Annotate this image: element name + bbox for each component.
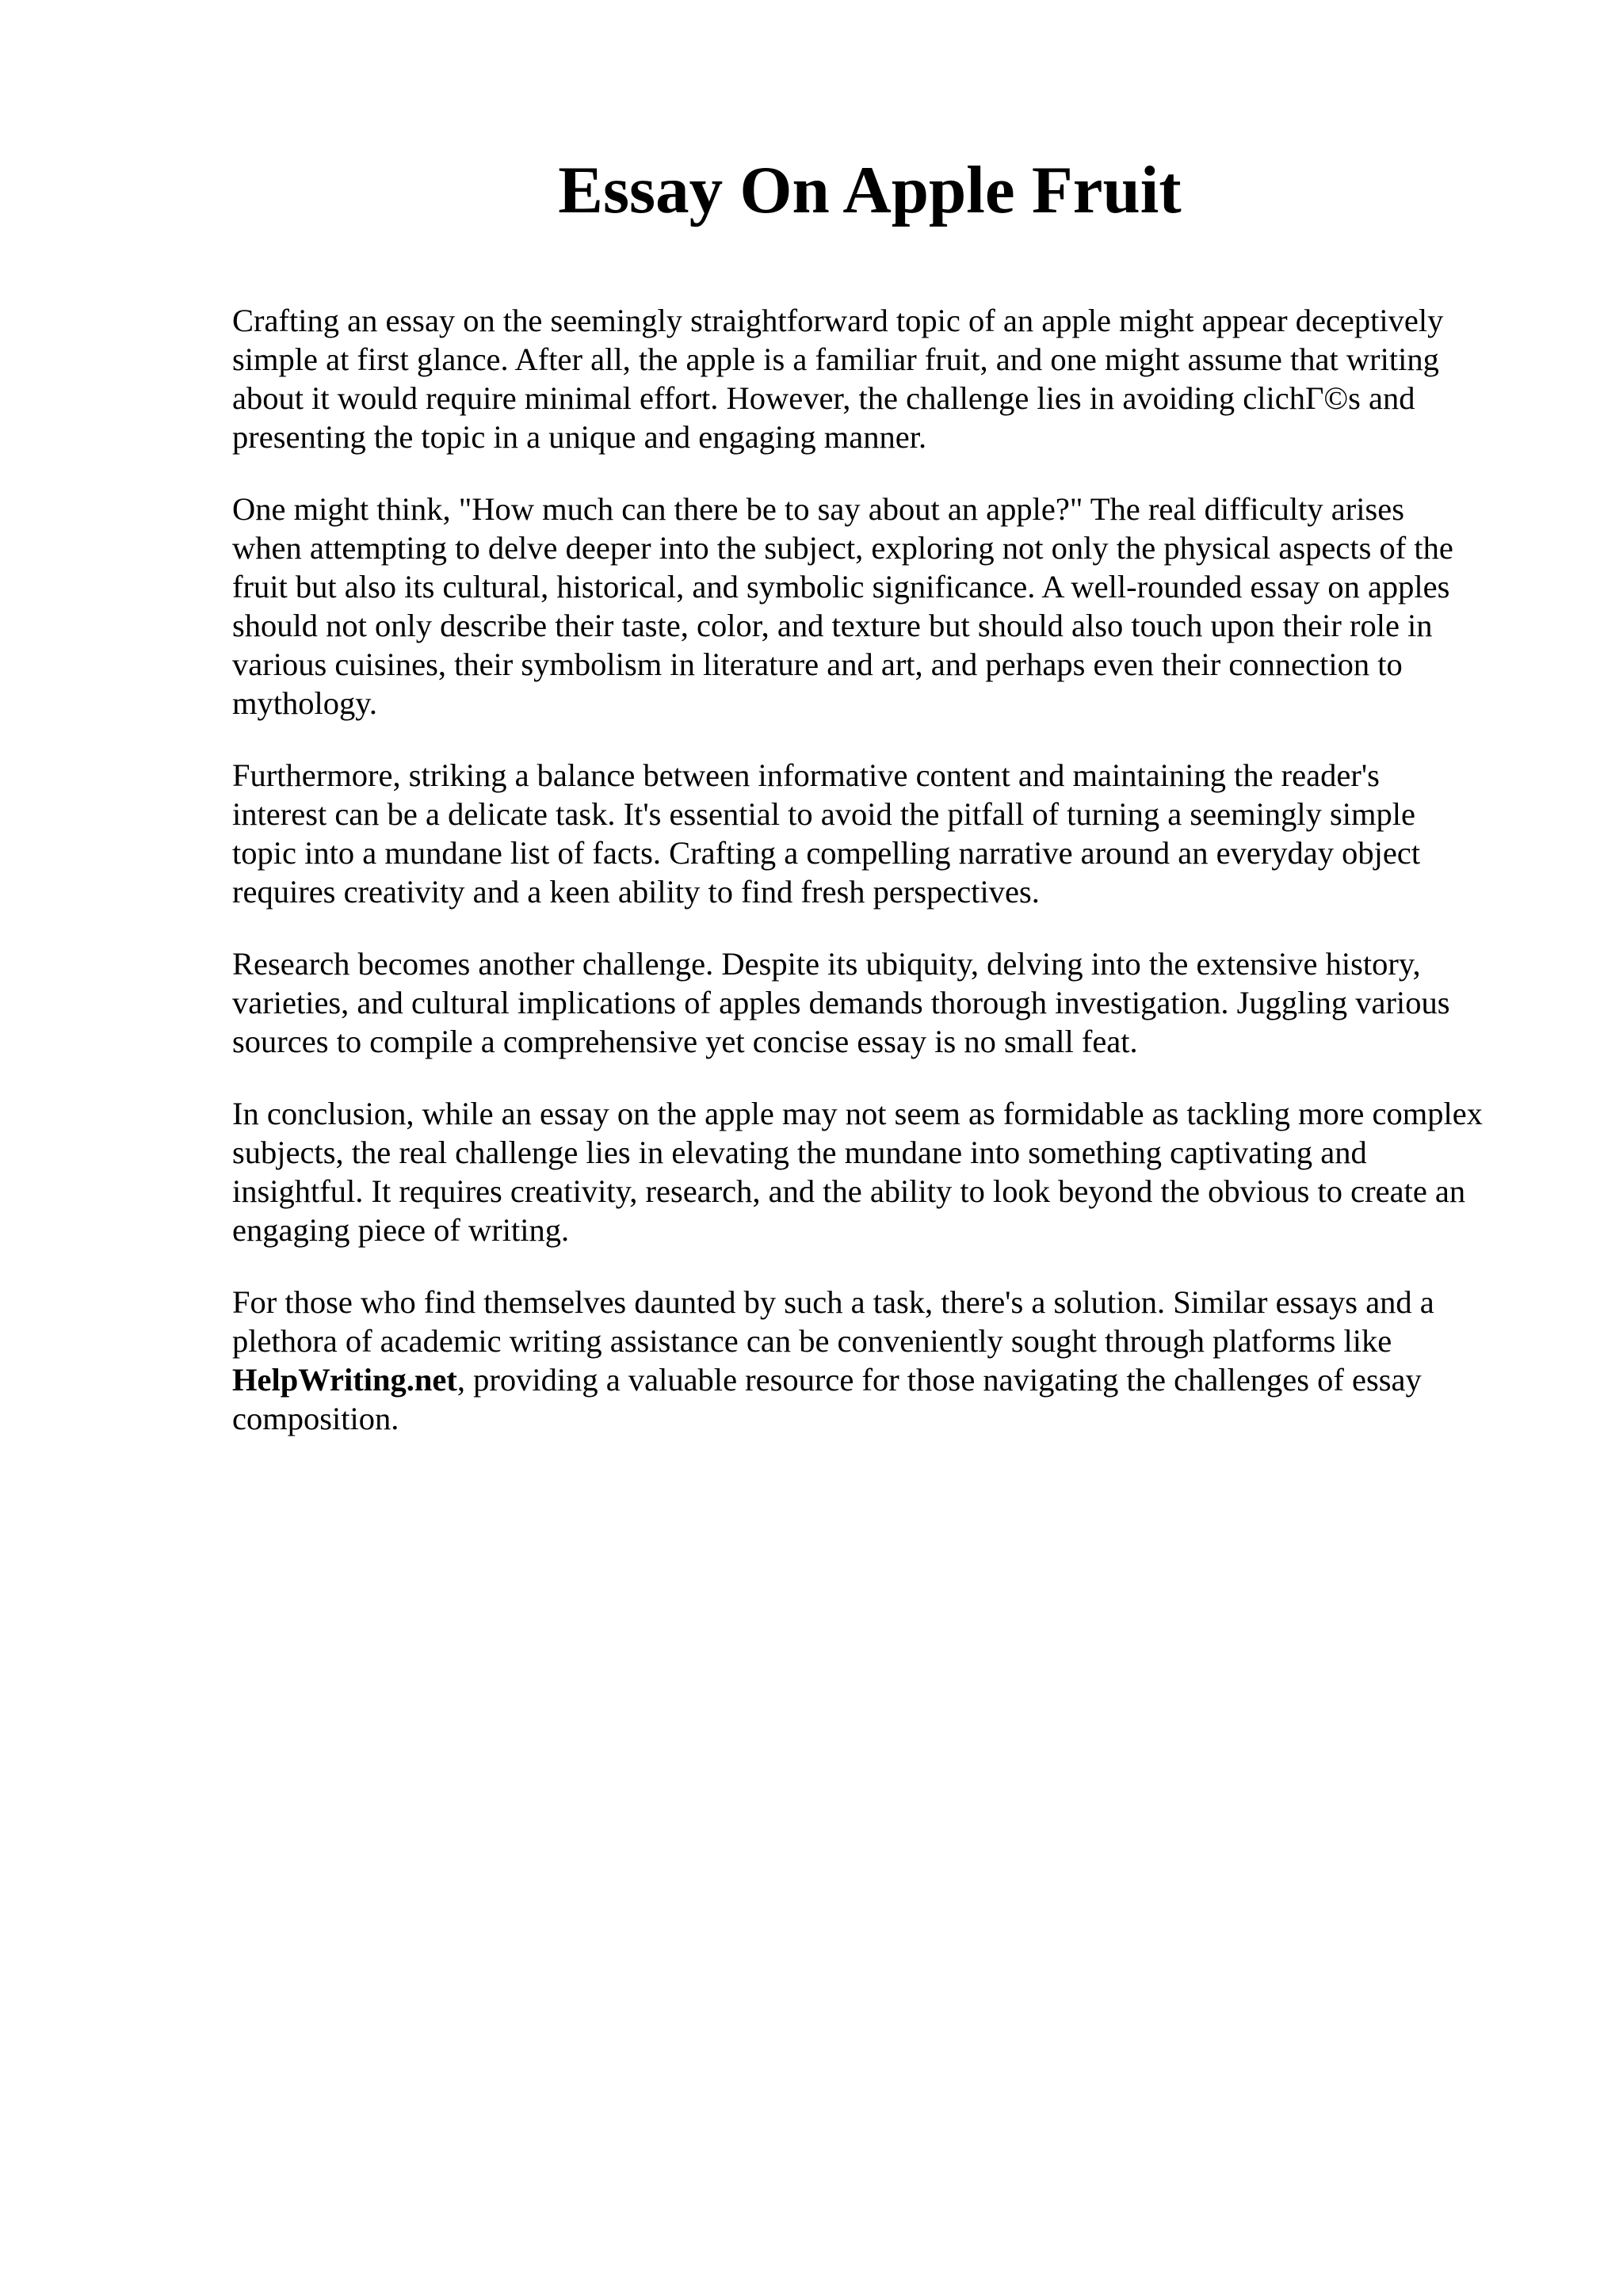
paragraph-line: varieties, and cultural implications of apples demands thorough investigation. Juggling various <box>232 985 1450 1020</box>
paragraph-3 <box>232 756 1516 911</box>
page-title: Essay On Apple Fruit <box>558 153 1182 227</box>
paragraph-line: One might think, "How much can there be to say about an apple?" The real difficulty arises <box>232 491 1405 527</box>
paragraph-line: topic into a mundane list of facts. Crafting a compelling narrative around an everyday object <box>232 835 1421 871</box>
paragraph-line: plethora of academic writing assistance can be conveniently sought through platforms like <box>232 1323 1392 1359</box>
paragraph-line: Furthermore, striking a balance between informative content and maintaining the reader's <box>232 757 1380 793</box>
paragraph-line: should not only describe their taste, color, and texture but should also touch upon their role in <box>232 608 1433 643</box>
paragraph-line: subjects, the real challenge lies in elevating the mundane into something captivating and <box>232 1135 1367 1170</box>
paragraph-line: mythology. <box>232 685 378 721</box>
paragraph-line: Research becomes another challenge. Despite its ubiquity, delving into the extensive history, <box>232 946 1421 982</box>
paragraph-line: engaging piece of writing. <box>232 1212 570 1248</box>
paragraph-line: composition. <box>232 1401 399 1436</box>
paragraph-line: requires creativity and a keen ability to find fresh perspectives. <box>232 874 1040 910</box>
paragraph-line: insightful. It requires creativity, research, and the ability to look beyond the obvious to create an <box>232 1173 1466 1209</box>
paragraph-line: In conclusion, while an essay on the apple may not seem as formidable as tackling more complex <box>232 1096 1483 1131</box>
paragraph-line: For those who find themselves daunted by such a task, there's a solution. Similar essays and a <box>232 1284 1434 1320</box>
paragraph-line: about it would require minimal effort. However, the challenge lies in avoiding clichΓ©s and <box>232 380 1415 416</box>
helpwriting-link[interactable]: HelpWriting.net <box>232 1362 457 1398</box>
paragraph-line: fruit but also its cultural, historical, and symbolic significance. A well-rounded essay on apples <box>232 569 1450 605</box>
paragraph-line: simple at first glance. After all, the apple is a familiar fruit, and one might assume that writing <box>232 341 1439 377</box>
paragraph-4 <box>232 944 1516 1061</box>
essay-body <box>232 301 1516 1471</box>
paragraph-1 <box>232 301 1516 456</box>
paragraph-line-with-link <box>232 1360 1516 1399</box>
paragraph-line: various cuisines, their symbolism in literature and art, and perhaps even their connection to <box>232 646 1403 682</box>
paragraph-5 <box>232 1094 1516 1249</box>
paragraph-line: when attempting to delve deeper into the subject, exploring not only the physical aspects of the <box>232 530 1453 566</box>
paragraph-2 <box>232 490 1516 723</box>
paragraph-line-rest: , providing a valuable resource for those navigating the challenges of essay <box>456 1362 1422 1398</box>
paragraph-line: Crafting an essay on the seemingly straightforward topic of an apple might appear deceptively <box>232 303 1444 338</box>
paragraph-line: sources to compile a comprehensive yet concise essay is no small feat. <box>232 1024 1138 1059</box>
paragraph-6 <box>232 1283 1516 1438</box>
paragraph-line: presenting the topic in a unique and engaging manner. <box>232 419 927 455</box>
paragraph-line: interest can be a delicate task. It's essential to avoid the pitfall of turning a seemingly simple <box>232 796 1415 832</box>
